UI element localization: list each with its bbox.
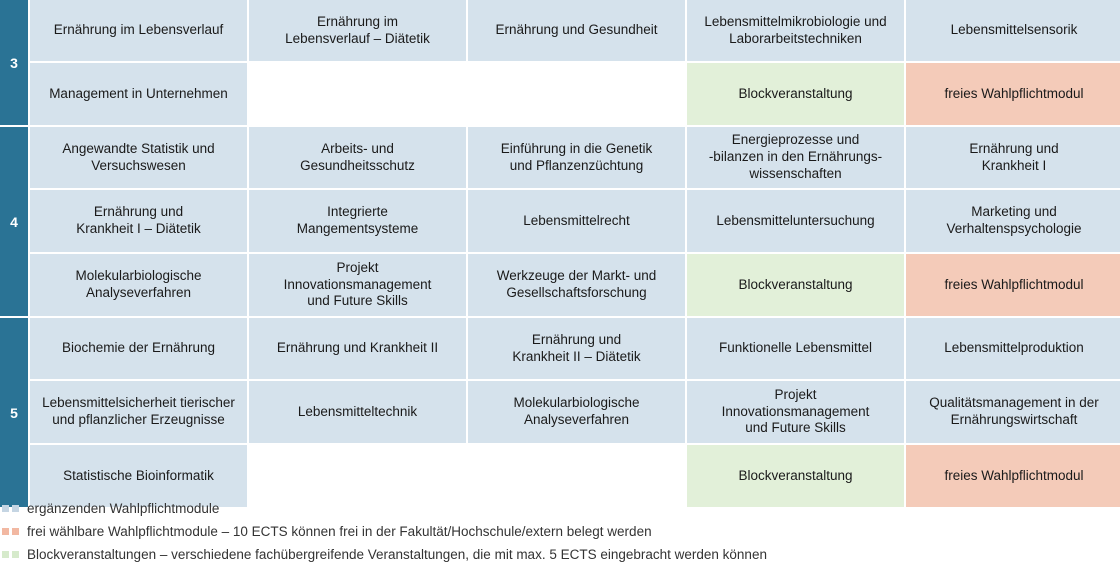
legend-label-standard: ergänzenden Wahlpflichtmodule: [27, 501, 220, 516]
module-label: Angewandte Statistik und Versuchswesen: [62, 140, 215, 173]
module-cell: [30, 254, 247, 316]
module-cell: [30, 190, 247, 252]
module-label: Lebensmitteluntersuchung: [716, 212, 875, 228]
module-label: Werkzeuge der Markt- und Gesellschaftsforschung: [496, 268, 657, 300]
module-label: Ernährung und Krankheit II – Diätetik: [512, 331, 641, 364]
module-label: Biochemie der Ernährung: [61, 340, 216, 356]
empty-cell: [249, 63, 466, 125]
module-cell: [687, 0, 904, 61]
legend-item-block: [0, 543, 1120, 566]
module-cell: [687, 318, 904, 379]
module-cell: [468, 0, 685, 61]
frei-swatch-icon: [2, 528, 19, 535]
module-label: Ernährung im Lebensverlauf – Diätetik: [285, 13, 430, 46]
module-cell: [687, 127, 904, 188]
module-cell: [249, 0, 466, 61]
module-cell: [249, 190, 466, 252]
legend-label-frei: frei wählbare Wahlpflichtmodule – 10 ECTS können frei in der Fakultät/Hochschule/extern belegt werden: [27, 524, 652, 539]
module-cell: [468, 381, 685, 443]
module-label: Integrierte Mangementsysteme: [296, 204, 419, 236]
module-cell: [249, 318, 466, 379]
standard-swatch-icon: [2, 505, 19, 512]
legend: [0, 497, 1120, 566]
module-label: Energieprozesse und -bilanzen in den Ernährungs- wissenschaften: [708, 132, 883, 181]
module-cell: [906, 190, 1120, 252]
module-label: Ernährung im Lebensverlauf: [53, 22, 224, 38]
module-cell: [468, 254, 685, 316]
module-cell: [906, 318, 1120, 379]
module-cell: [468, 190, 685, 252]
module-cell: [249, 254, 466, 316]
module-cell: [906, 381, 1120, 443]
legend-label-block: Blockveranstaltungen – verschiedene fachübergreifende Veranstaltungen, die mit max. 5 ECTS eingebracht werden können: [27, 547, 767, 562]
module-cell: [687, 381, 904, 443]
semester-label-4: 4: [0, 127, 28, 316]
module-cell: [30, 318, 247, 379]
module-label: Lebensmittelrecht: [523, 212, 630, 228]
module-cell: [906, 0, 1120, 61]
module-label: Lebensmittelsicherheit tierischer und pflanzlicher Erzeugnisse: [42, 395, 235, 427]
module-label: Projekt Innovationsmanagement und Future Skills: [721, 386, 870, 436]
module-cell: [249, 381, 466, 443]
module-label: Ernährung und Krankheit II: [276, 340, 439, 356]
module-cell: [30, 63, 247, 125]
module-cell: [687, 254, 904, 316]
module-label: Ernährung und Krankheit I: [969, 140, 1059, 173]
module-label: Qualitätsmanagement in der Ernährungswirtschaft: [929, 395, 1099, 427]
legend-item-frei: [0, 520, 1120, 543]
module-label: Lebensmittelsensorik: [950, 22, 1078, 38]
legend-item-standard: [0, 497, 1120, 520]
module-label: Ernährung und Krankheit I – Diätetik: [76, 204, 201, 236]
module-cell: [906, 127, 1120, 188]
module-label: Blockveranstaltung: [738, 467, 853, 483]
module-label: Molekularbiologische Analyseverfahren: [513, 395, 640, 427]
module-cell: [687, 190, 904, 252]
module-label: freies Wahlpflichtmodul: [944, 467, 1084, 483]
module-cell: [687, 63, 904, 125]
module-label: Molekularbiologische Analyseverfahren: [75, 268, 202, 300]
block-swatch-icon: [2, 551, 19, 558]
module-cell: [468, 318, 685, 379]
module-label: freies Wahlpflichtmodul: [944, 276, 1084, 292]
module-label: Arbeits- und Gesundheitsschutz: [300, 140, 415, 173]
module-cell: [468, 127, 685, 188]
module-label: Lebensmittelmikrobiologie und Laborarbeitstechniken: [704, 13, 887, 46]
module-label: Projekt Innovationsmanagement und Future Skills: [283, 259, 432, 309]
semester-label-3: 3: [0, 0, 28, 125]
module-cell: [30, 0, 247, 61]
module-label: freies Wahlpflichtmodul: [944, 85, 1084, 101]
empty-cell: [468, 63, 685, 125]
module-label: Blockveranstaltung: [738, 85, 853, 101]
module-label: Statistische Bioinformatik: [63, 467, 214, 483]
module-label: Blockveranstaltung: [738, 276, 853, 292]
module-label: Lebensmittelproduktion: [944, 340, 1084, 356]
module-cell: [906, 63, 1120, 125]
module-label: Ernährung und Gesundheit: [495, 22, 658, 38]
module-cell: [30, 381, 247, 443]
semester-label-5: 5: [0, 318, 28, 507]
module-label: Funktionelle Lebensmittel: [718, 340, 873, 356]
module-label: Lebensmitteltechnik: [297, 403, 418, 419]
module-cell: [249, 127, 466, 188]
module-cell: [30, 127, 247, 188]
module-label: Management in Unternehmen: [49, 85, 228, 101]
module-cell: [906, 254, 1120, 316]
module-label: Einführung in die Genetik und Pflanzenzüchtung: [500, 140, 653, 173]
module-label: Marketing und Verhaltenspsychologie: [946, 204, 1082, 236]
